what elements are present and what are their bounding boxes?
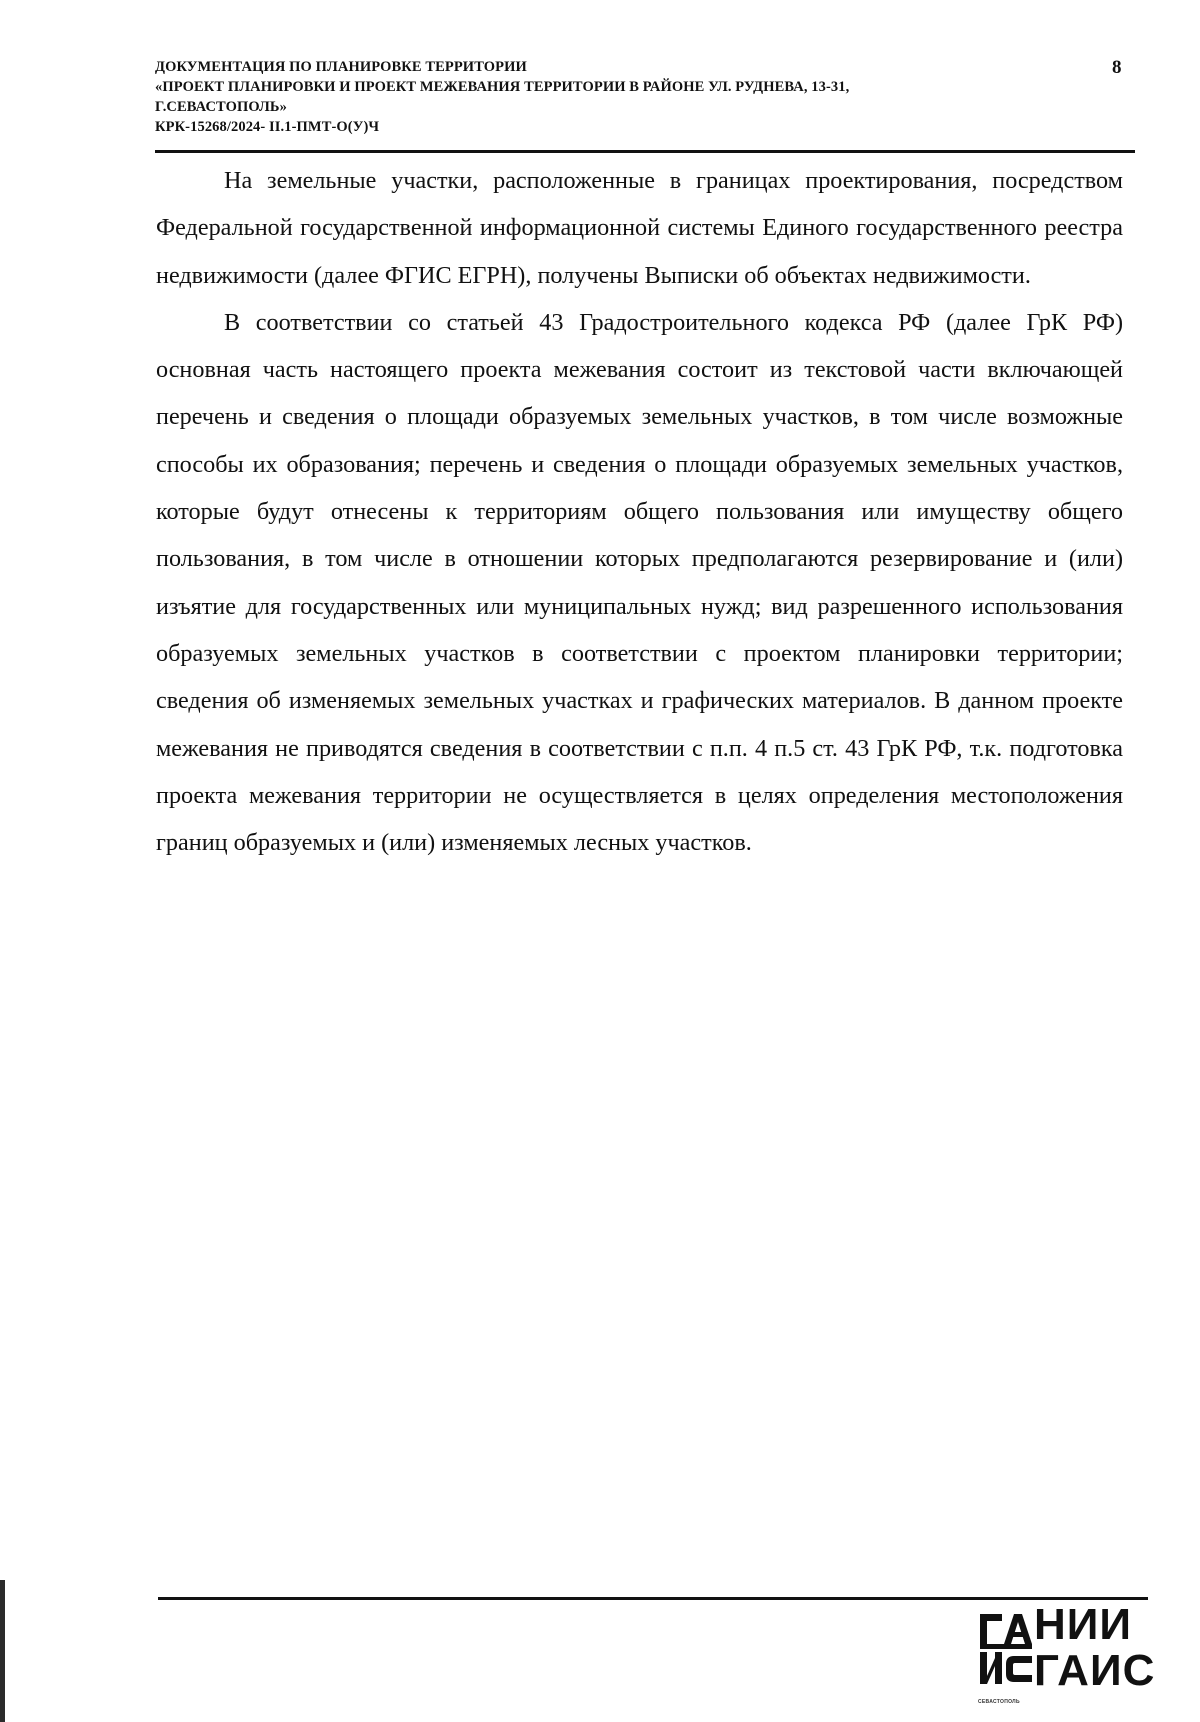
scan-edge-shadow xyxy=(0,1580,5,1722)
logo-word-gais: ГАИС xyxy=(1034,1646,1156,1695)
header-line-3: Г.СЕВАСТОПОЛЬ» xyxy=(155,99,287,115)
logo-word-nii: НИИ xyxy=(1034,1600,1133,1649)
document-header xyxy=(155,57,1055,137)
nii-gais-logo xyxy=(978,1600,1156,1710)
header-divider xyxy=(155,150,1135,153)
paragraph-1: На земельные участки, расположенные в границах проектирования, посредством Федеральной государственной информационной системы Единого государственного реестра недвижимости (далее ФГИС ЕГРН), получены Выписки об объектах недвижимости. xyxy=(156,167,1123,289)
page-number: 8 xyxy=(1112,57,1122,78)
document-body xyxy=(156,157,1123,866)
logo-mark-icon xyxy=(978,1608,1036,1706)
paragraph-2: В соответствии со статьей 43 Градостроительного кодекса РФ (далее ГрК РФ) основная часть настоящего проекта межевания состоит из текстовой части включающей перечень и сведения о площади образуемых земельных участков, в том числе возможные способы их образования; перечень и сведения о площади образуемых земельных участков, которые будут отнесены к территориям общего пользования или имуществу общего пользования, в том числе в отношении которых предполагаются резервирование и (или) изъятие для государственных или муниципальных нужд; вид разрешенного использования образуемых земельных участков в соответствии с проектом планировки территории; сведения об изменяемых земельных участках и графических материалов. В данном проекте межевания не приводятся сведения в соответствии с п.п. 4 п.5 ст. 43 ГрК РФ, т.к. подготовка проекта межевания территории не осуществляется в целях определения местоположения границ образуемых и (или) изменяемых лесных участков. xyxy=(156,308,1123,857)
logo-small-caption: СЕВАСТОПОЛЬ xyxy=(978,1699,1020,1705)
header-line-1: ДОКУМЕНТАЦИЯ ПО ПЛАНИРОВКЕ ТЕРРИТОРИИ xyxy=(155,59,527,75)
header-line-2: «ПРОЕКТ ПЛАНИРОВКИ И ПРОЕКТ МЕЖЕВАНИЯ ТЕРРИТОРИИ В РАЙОНЕ УЛ. РУДНЕВА, 13-31, xyxy=(155,79,850,95)
header-line-4: КРК-15268/2024- II.1-ПМТ-О(У)Ч xyxy=(155,119,380,135)
footer-divider xyxy=(158,1597,1148,1600)
